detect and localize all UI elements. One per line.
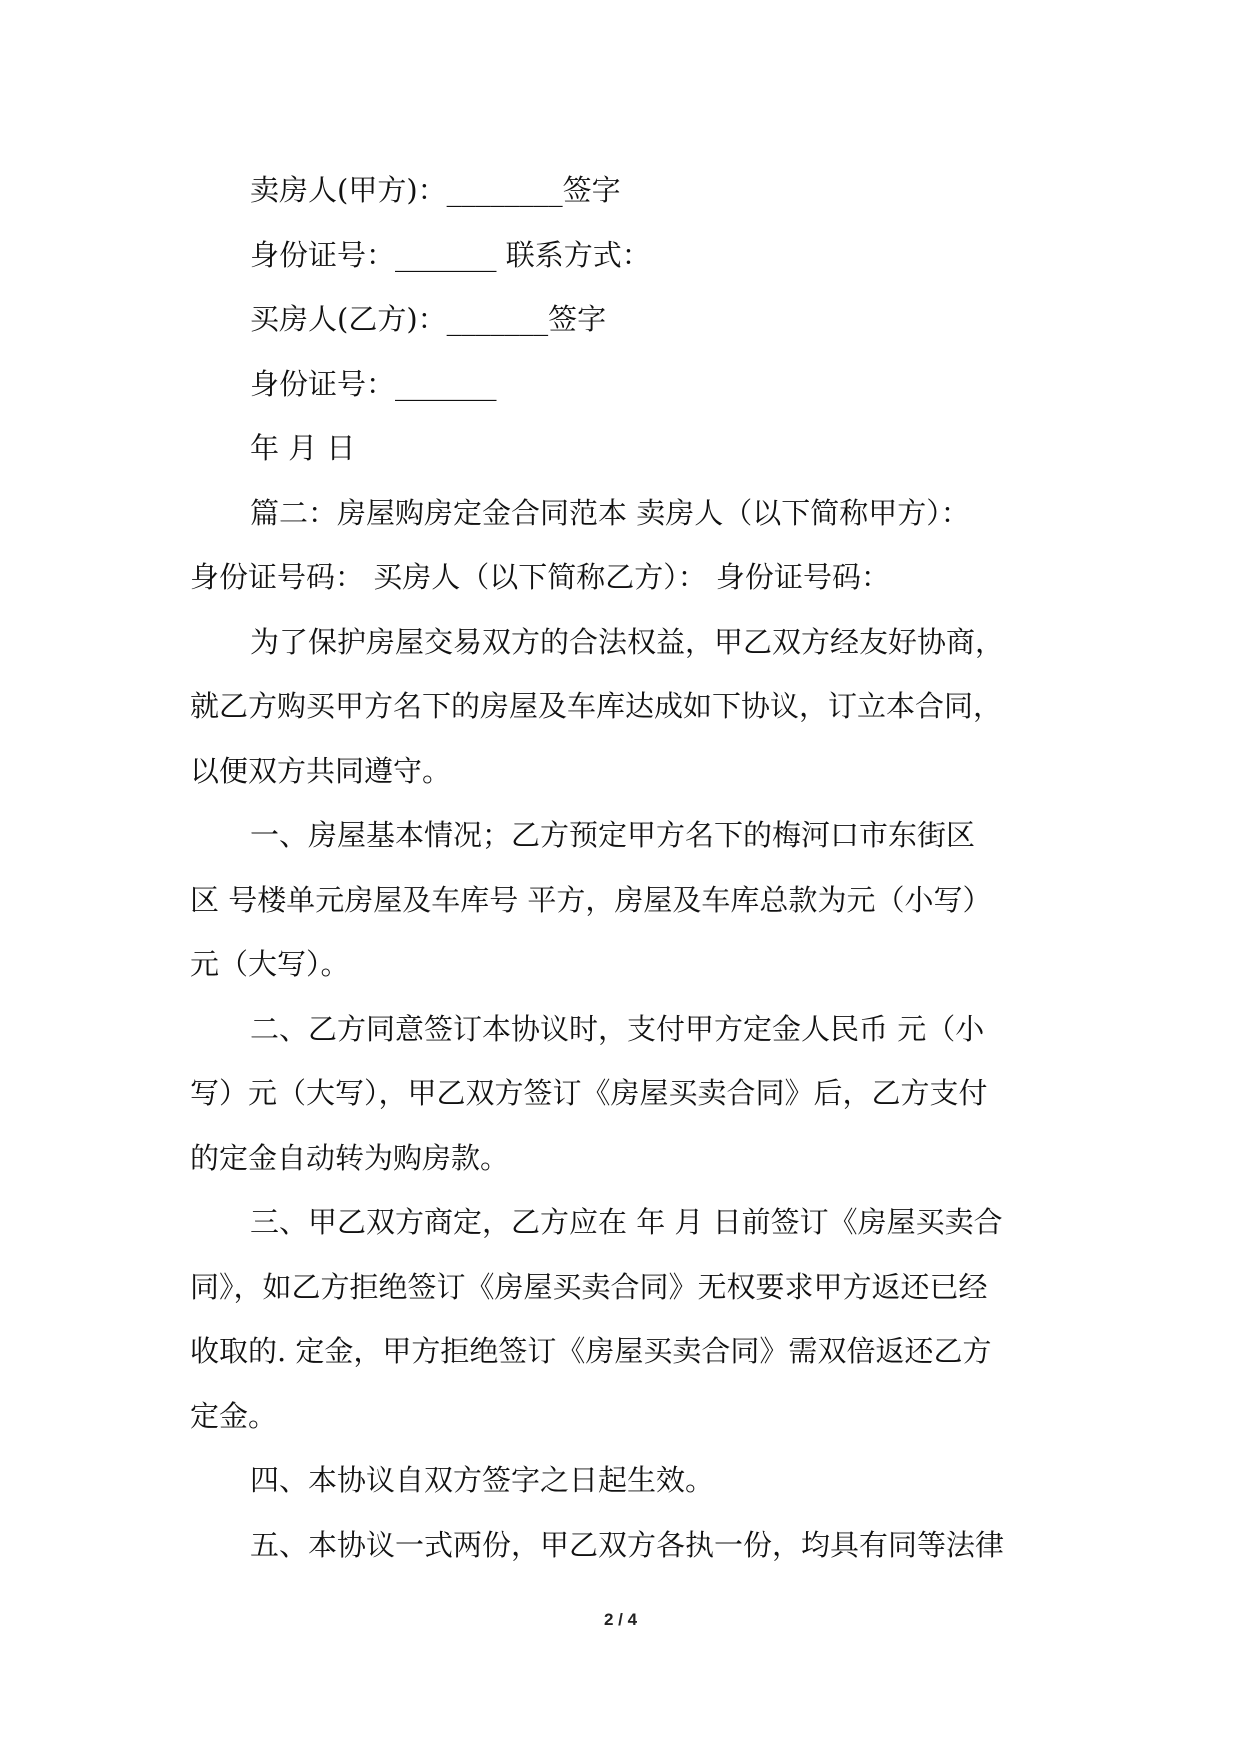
clause-three-line: 收取的. 定金，甲方拒绝签订《房屋买卖合同》需双倍返还乙方 [190,1334,992,1368]
clause-one-line: 区 号楼单元房屋及车库号 平方，房屋及车库总款为元（小写） [190,882,992,917]
clause-five-line: 五、本协议一式两份，甲乙双方各执一份，均具有同等法律 [250,1527,1005,1562]
clause-three-line: 三、甲乙双方商定，乙方应在 年 月 日前签订《房屋买卖合 [250,1205,1003,1239]
clause-two-line: 的定金自动转为购房款。 [190,1140,510,1175]
clause-three-line: 定金。 [190,1398,278,1433]
paragraph-line: 就乙方购买甲方名下的房屋及车库达成如下协议，订立本合同， [190,689,1003,723]
clause-two-line: 二、乙方同意签订本协议时，支付甲方定金人民币 元（小 [250,1011,985,1046]
clause-one-line: 一、房屋基本情况；乙方预定甲方名下的梅河口市东街区 [250,818,976,852]
document-body [190,158,1070,1577]
paragraph-line: 以便双方共同遵守。 [190,753,452,788]
section-two-heading: 篇二：房屋购房定金合同范本 卖房人（以下简称甲方）： [250,495,970,530]
clause-one-line: 元（大写）。 [190,947,350,981]
clause-two-line: 写）元（大写），甲乙双方签订《房屋买卖合同》后，乙方支付 [190,1076,988,1110]
buyer-signature-line: 买房人(乙方)：_______签字 [250,302,607,336]
clause-four-line: 四、本协议自双方签字之日起生效。 [250,1463,715,1497]
clause-three-line: 同》，如乙方拒绝签订《房屋买卖合同》无权要求甲方返还已经 [190,1269,988,1304]
paragraph-line: 为了保护房屋交易双方的合法权益，甲乙双方经友好协商， [250,624,1005,659]
date-line: 年 月 日 [250,431,356,465]
buyer-id-line: 身份证号：_______ [250,366,497,401]
page-number: 2 / 4 [603,1610,638,1629]
party-id-line: 身份证号码： 买房人（以下简称乙方）： 身份证号码： [190,560,890,594]
seller-signature-line: 卖房人(甲方)：________签字 [250,173,621,207]
seller-id-contact-line: 身份证号：_______ 联系方式： [250,237,651,272]
